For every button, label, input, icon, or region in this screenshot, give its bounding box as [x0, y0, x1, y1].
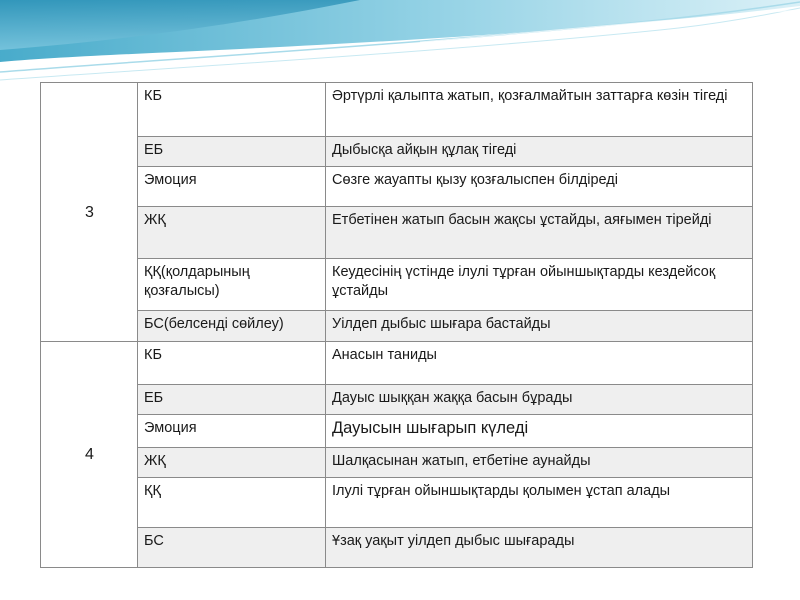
- description-cell: Сөзге жауапты қызу қозғалыспен білдіреді: [326, 167, 753, 207]
- stage-number: 4: [41, 342, 138, 568]
- category-cell: БС: [138, 528, 326, 568]
- table-row: [41, 167, 753, 207]
- description-cell: Уілдеп дыбыс шығара бастайды: [326, 311, 753, 342]
- table-row: [41, 83, 753, 137]
- description-cell: Ұзақ уақыт уілдеп дыбыс шығарады: [326, 528, 753, 568]
- description-cell: Кеудесінің үстінде ілулі тұрған ойыншықтарды кездейсоқ ұстайды: [326, 259, 753, 311]
- table-row: [41, 137, 753, 167]
- description-cell: Дыбысқа айқын құлақ тігеді: [326, 137, 753, 167]
- category-cell: КБ: [138, 83, 326, 137]
- category-cell: ЖҚ: [138, 448, 326, 478]
- description-cell: Әртүрлі қалыпта жатып, қозғалмайтын заттарға көзін тігеді: [326, 83, 753, 137]
- category-cell: ЖҚ: [138, 207, 326, 259]
- description-cell: Дауыс шыққан жаққа басын бұрады: [326, 385, 753, 415]
- category-cell: ЕБ: [138, 137, 326, 167]
- table-row: [41, 342, 753, 385]
- table-row: [41, 415, 753, 448]
- table-row: [41, 311, 753, 342]
- description-cell: Дауысын шығарып күледі: [326, 415, 753, 448]
- table-row: [41, 528, 753, 568]
- table-row: [41, 385, 753, 415]
- table-row: [41, 259, 753, 311]
- category-cell: Эмоция: [138, 415, 326, 448]
- wave-decoration: [0, 0, 800, 85]
- category-cell: БС(белсенді сөйлеу): [138, 311, 326, 342]
- table-row: [41, 448, 753, 478]
- table-row: [41, 478, 753, 528]
- category-cell: ҚҚ: [138, 478, 326, 528]
- category-cell: ЕБ: [138, 385, 326, 415]
- category-cell: ҚҚ(қолдарының қозғалысы): [138, 259, 326, 311]
- description-cell: Анасын таниды: [326, 342, 753, 385]
- stage-number: 3: [41, 83, 138, 342]
- table-row: [41, 207, 753, 259]
- development-table: [40, 82, 753, 568]
- category-cell: Эмоция: [138, 167, 326, 207]
- description-cell: Етбетінен жатып басын жақсы ұстайды, аяғымен тірейді: [326, 207, 753, 259]
- category-cell: КБ: [138, 342, 326, 385]
- description-cell: Ілулі тұрған ойыншықтарды қолымен ұстап алады: [326, 478, 753, 528]
- description-cell: Шалқасынан жатып, етбетіне аунайды: [326, 448, 753, 478]
